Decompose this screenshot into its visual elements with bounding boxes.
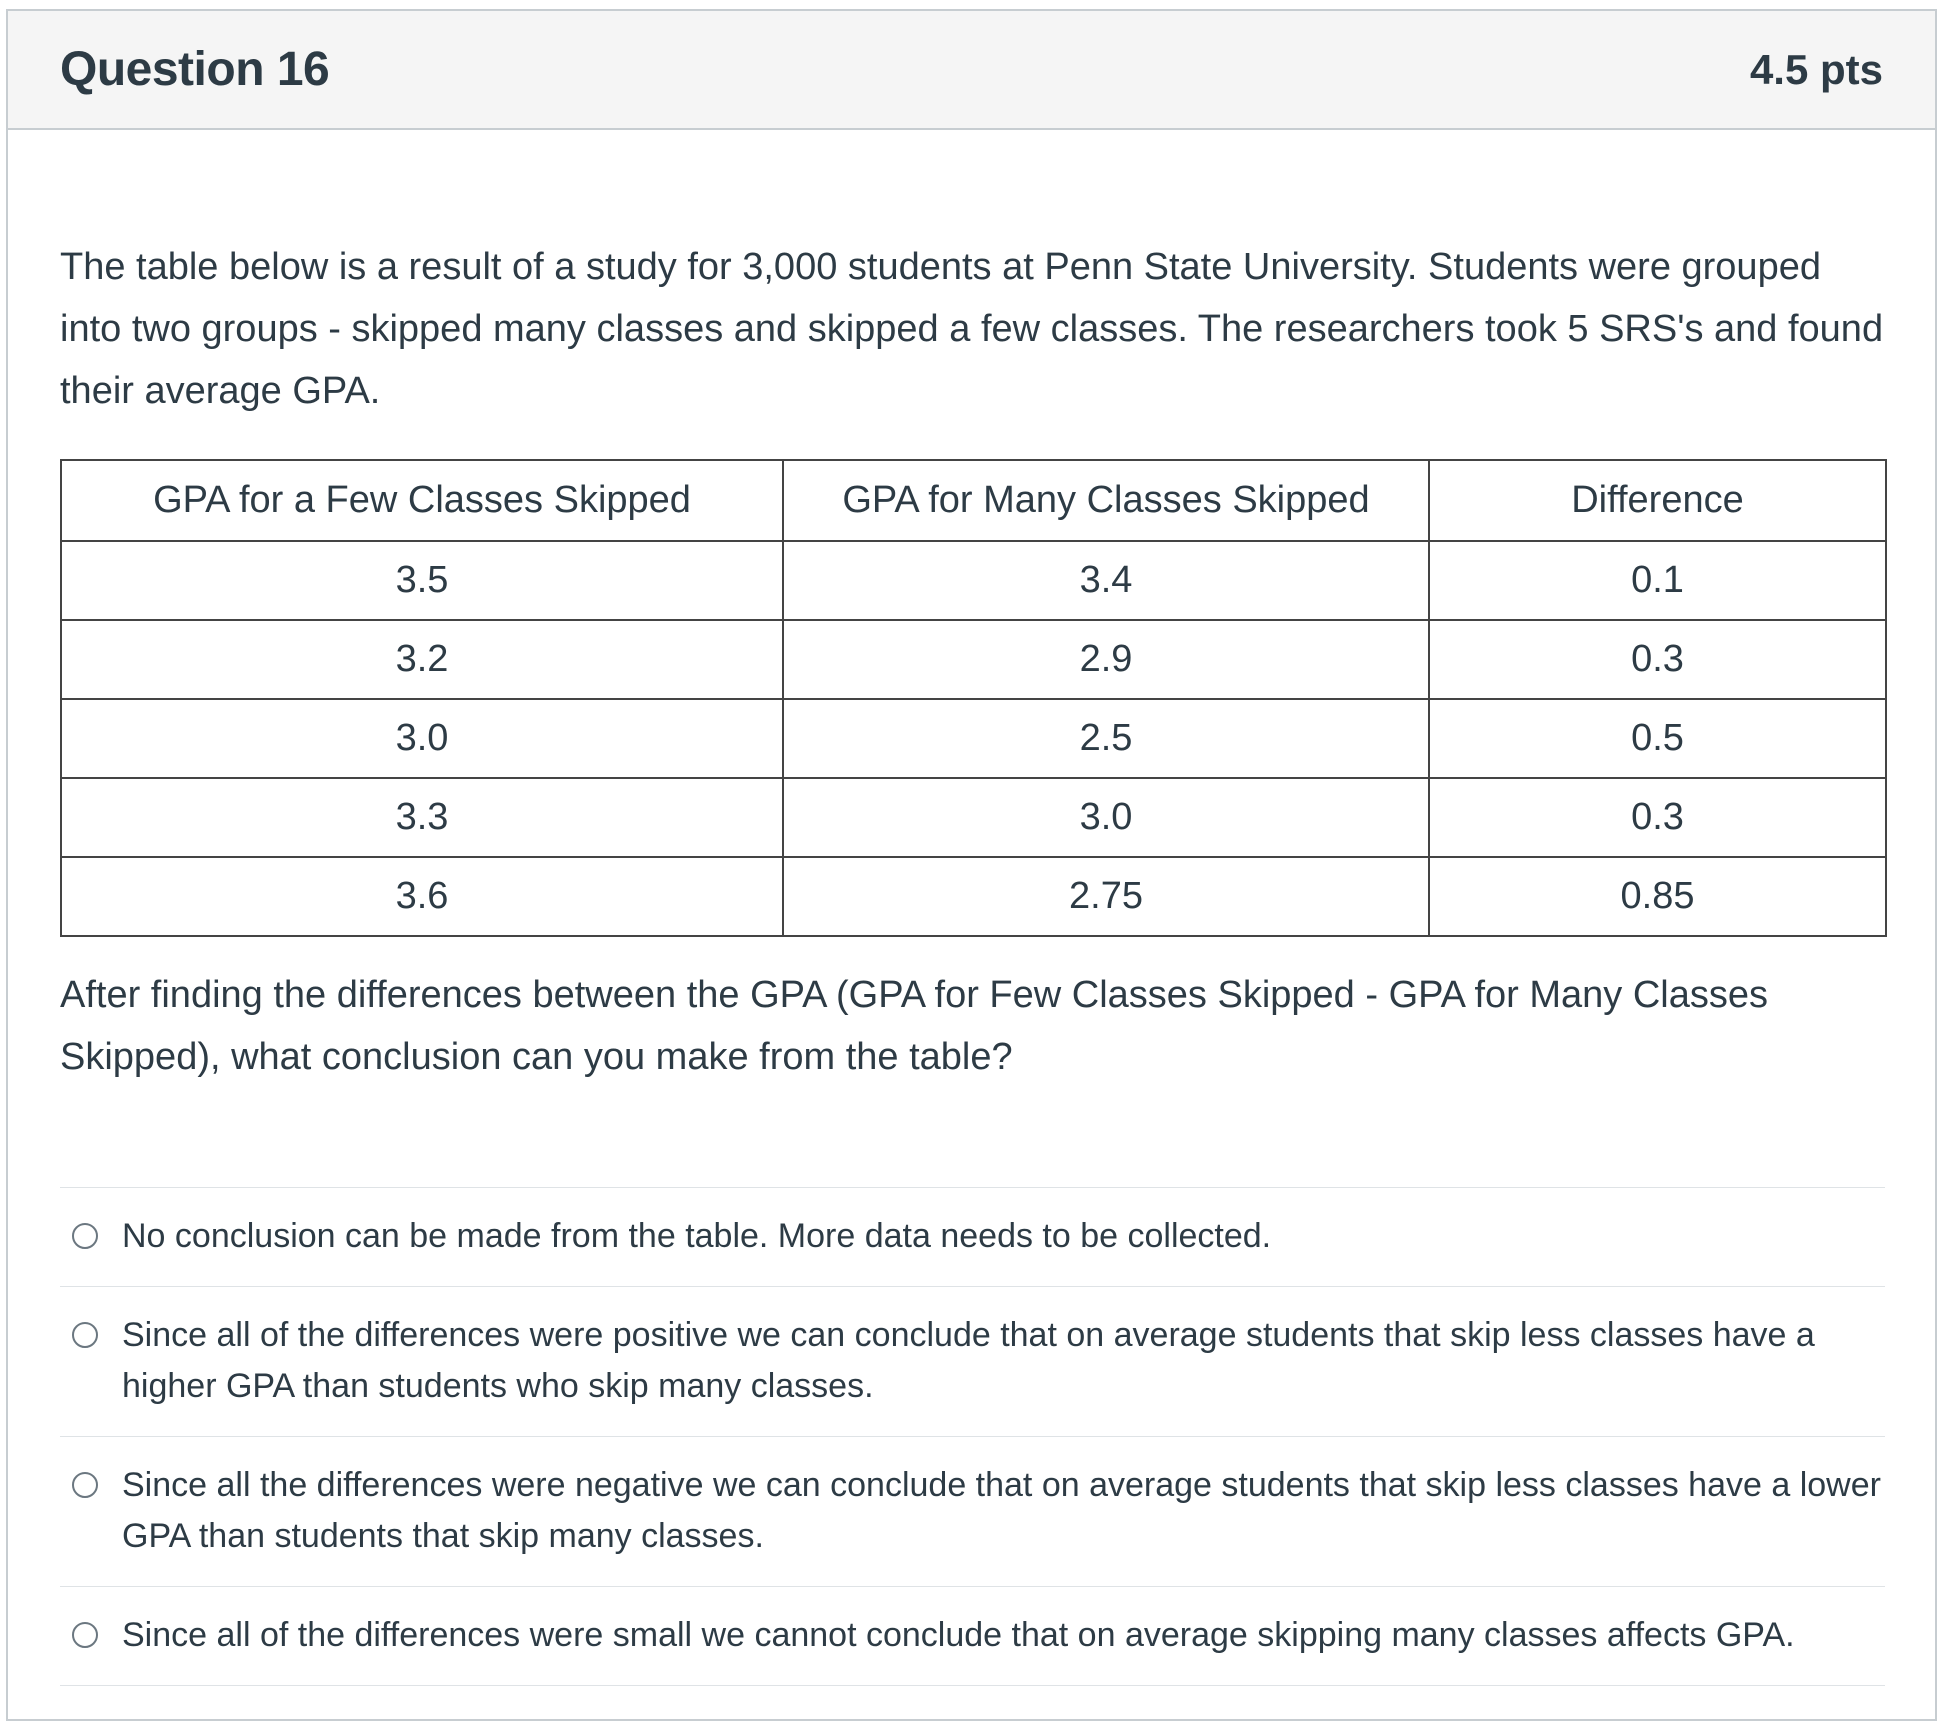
answer-label[interactable]: Since all the differences were negative we can conclude that on average students that skip less classes have a lower GPA than students that skip many classes. [122,1466,1881,1555]
gpa-table [60,459,1887,937]
question-body [8,130,1935,1686]
question-points: 4.5 pts [1749,45,1883,93]
question-title: Question 16 [60,43,330,96]
table-cell: 3.0 [783,778,1429,857]
radio-button[interactable] [72,1472,98,1498]
radio-button[interactable] [72,1622,98,1648]
answer-list [60,1187,1885,1686]
answer-label[interactable]: Since all of the differences were positive we can conclude that on average students that skip less classes have a higher GPA than students who skip many classes. [122,1316,1815,1405]
answer-option-4[interactable] [60,1587,1885,1686]
radio-button[interactable] [72,1322,98,1348]
table-header-row [61,460,1886,541]
table-cell: 3.0 [61,699,783,778]
table-cell: 2.75 [783,857,1429,936]
table-header-few: GPA for a Few Classes Skipped [61,460,783,541]
question-header [8,11,1935,130]
table-cell: 3.6 [61,857,783,936]
table-row [61,857,1886,936]
answer-label[interactable]: Since all of the differences were small we cannot conclude that on average skipping many classes affects GPA. [122,1616,1795,1654]
table-row [61,778,1886,857]
table-row [61,620,1886,699]
question-card [6,9,1937,1721]
answer-option-3[interactable] [60,1437,1885,1587]
radio-button[interactable] [72,1223,98,1249]
answer-label[interactable]: No conclusion can be made from the table. More data needs to be collected. [122,1217,1272,1255]
table-cell: 2.5 [783,699,1429,778]
table-row [61,541,1886,620]
table-cell: 0.3 [1429,620,1886,699]
table-cell: 0.1 [1429,541,1886,620]
table-header-many: GPA for Many Classes Skipped [783,460,1429,541]
table-row [61,699,1886,778]
table-header-difference: Difference [1429,460,1886,541]
table-cell: 3.3 [61,778,783,857]
answer-option-2[interactable] [60,1287,1885,1437]
table-cell: 3.5 [61,541,783,620]
answer-option-1[interactable] [60,1188,1885,1287]
table-cell: 0.85 [1429,857,1886,936]
question-intro: The table below is a result of a study for 3,000 students at Penn State University. Students were grouped into two groups - skipped many classes and skipped a few classes. The researchers took 5 SRS's and found their average GPA. [60,246,1884,412]
table-cell: 3.2 [61,620,783,699]
table-cell: 3.4 [783,541,1429,620]
table-cell: 0.5 [1429,699,1886,778]
table-cell: 0.3 [1429,778,1886,857]
question-prompt: After finding the differences between the GPA (GPA for Few Classes Skipped - GPA for Many Classes Skipped), what conclusion can you make from the table? [60,974,1768,1078]
table-cell: 2.9 [783,620,1429,699]
